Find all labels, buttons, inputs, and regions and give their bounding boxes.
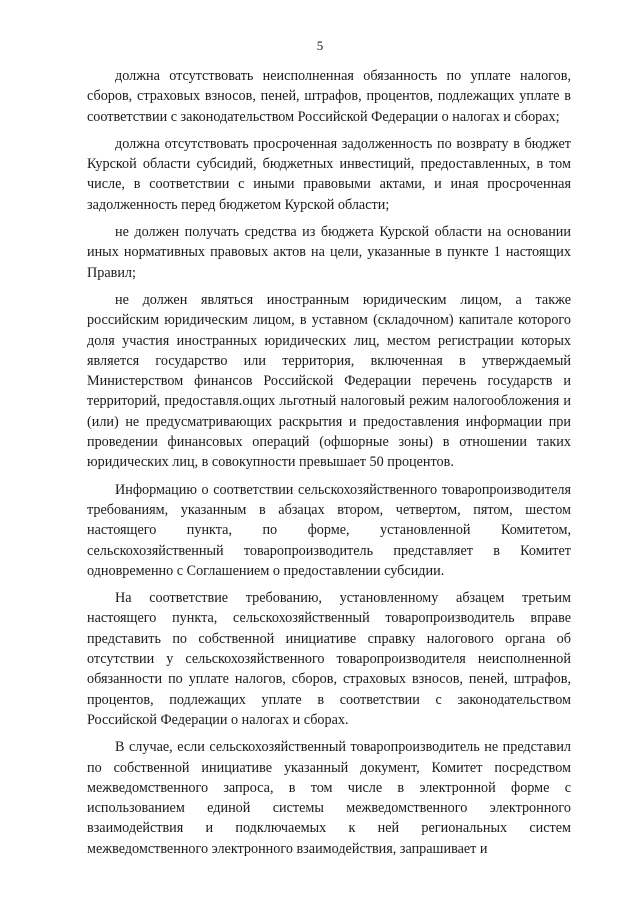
paragraph-interagency-request: В случае, если сельскохозяйственный товаропроизводитель не представил по собственной инициативе указанный документ, Комитет посредством межведомственного запроса, в том числе в электронной форме с использованием единой системы межведомственного электронного взаимодействия и подключаемых к ней региональных систем межведомственного электронного взаимодействия, запрашивает и [87,739,571,857]
paragraph-foreign-entity: не должен являться иностранным юридическим лицом, а также российским юридическим лицом, в уставном (складочном) капитале которого доля участия иностранных юридических лиц, местом регистрации которых является государство или территория, включенная в утверждаемый Министерством финансов Российской Федерации перечень государств и территорий, предоставля.ощих льготный налоговый режим налогообложения и (или) не предусматривающих раскрытия и предоставления информации при проведении финансовых операций (офшорные зоны) в отношении таких юридических лиц, в совокупности превышает 50 процентов. [87,291,571,471]
page-number: 5 [316,38,324,53]
paragraph-tax-obligations: должна отсутствовать неисполненная обязанность по уплате налогов, сборов, страховых взносов, пеней, штрафов, процентов, подлежащих уплате в соответствии с законодательством Российской Федерации о налогах и сборах; [87,68,571,125]
document-body [87,66,571,859]
paragraph-tax-certificate: На соответствие требованию, установленному абзацем третьим настоящего пункта, сельскохозяйственный товаропроизводитель вправе представить по собственной инициативе справку налогового органа об отсутствии у сельскохозяйственного товаропроизводителя неисполненной обязанности по уплате налогов, сборов, страховых взносов, пеней, штрафов, процентов, подлежащих уплате в соответствии с законодательством Российской Федерации о налогах и сборах. [87,590,571,728]
paragraph-budget-funds: не должен получать средства из бюджета Курской области на основании иных нормативных правовых актов на цели, указанные в пункте 1 настоящих Правил; [87,224,571,281]
paragraph-overdue-debt: должна отсутствовать просроченная задолженность по возврату в бюджет Курской области субсидий, бюджетных инвестиций, предоставленных, в том числе, в соответствии с иными правовыми актами, и иная просроченная задолженность перед бюджетом Курской области; [87,135,571,213]
paragraph-compliance-info: Информацию о соответствии сельскохозяйственного товаропроизводителя требованиям, указанным в абзацах втором, четвертом, пятом, шестом настоящего пункта, по форме, установленной Комитетом, сельскохозяйственный товаропроизводитель представляет в Комитет одновременно с Соглашением о предоставлении субсидии. [87,481,571,579]
